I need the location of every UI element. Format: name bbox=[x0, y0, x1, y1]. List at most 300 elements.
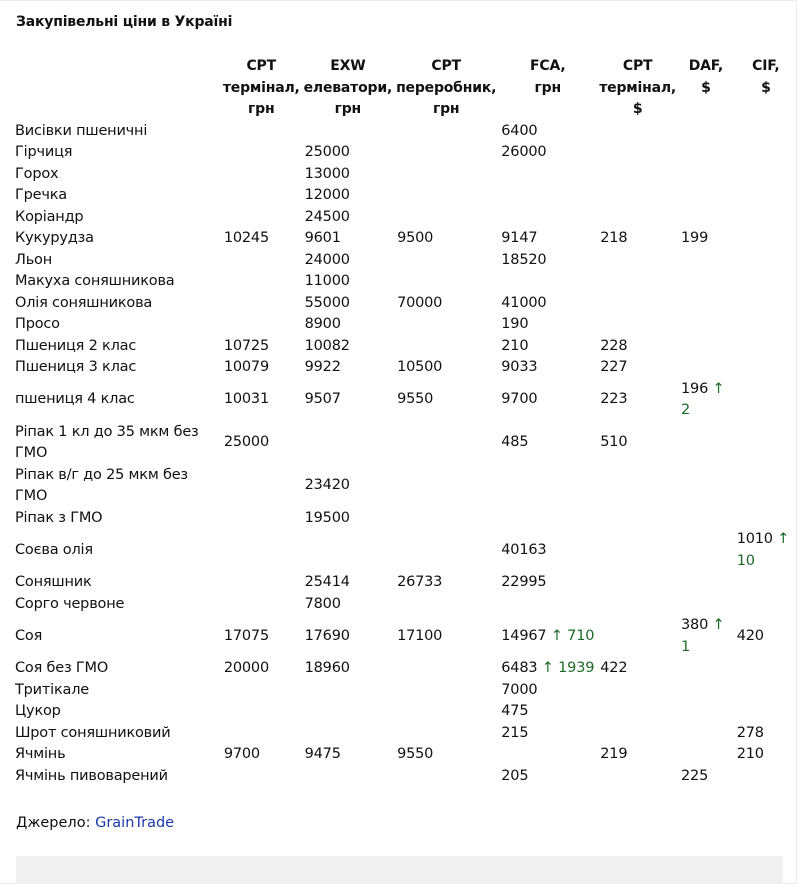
price-cell bbox=[498, 207, 597, 229]
price-cell bbox=[394, 658, 498, 680]
price-change-up: ↑ 710 bbox=[550, 627, 595, 644]
row-name: Соя bbox=[15, 627, 43, 644]
price-cell bbox=[221, 207, 302, 229]
price-cell bbox=[678, 142, 734, 164]
price-value: 41000 bbox=[501, 294, 547, 311]
price-cell bbox=[221, 680, 302, 702]
price-cell bbox=[597, 529, 678, 572]
price-cell bbox=[678, 293, 734, 315]
price-cell bbox=[678, 314, 734, 336]
price-value: 9601 bbox=[304, 230, 341, 246]
table-row bbox=[12, 723, 798, 745]
price-cell bbox=[734, 314, 798, 336]
price-cell bbox=[302, 250, 394, 272]
price-cell bbox=[597, 744, 678, 766]
price-value: 19500 bbox=[304, 509, 350, 526]
price-cell bbox=[394, 701, 498, 723]
price-cell bbox=[734, 680, 798, 702]
price-cell bbox=[498, 228, 597, 250]
price-cell bbox=[498, 142, 597, 164]
price-cell bbox=[678, 336, 734, 358]
price-value: 25414 bbox=[304, 574, 350, 590]
price-value: 70000 bbox=[397, 294, 443, 311]
table-body bbox=[12, 121, 798, 788]
price-cell bbox=[221, 293, 302, 315]
price-cell bbox=[678, 529, 734, 572]
price-cell bbox=[678, 121, 734, 143]
price-cell bbox=[597, 228, 678, 250]
table-row bbox=[12, 680, 798, 702]
price-value: 12000 bbox=[304, 187, 350, 203]
price-cell bbox=[394, 529, 498, 572]
price-value: 18960 bbox=[304, 660, 350, 676]
footer-panel bbox=[16, 856, 783, 884]
price-value: 55000 bbox=[304, 294, 350, 311]
price-cell bbox=[498, 766, 597, 788]
price-cell bbox=[498, 250, 597, 272]
price-value: 20000 bbox=[223, 660, 269, 676]
price-cell bbox=[498, 185, 597, 207]
table-row bbox=[12, 207, 798, 229]
price-value: 40163 bbox=[501, 541, 547, 558]
price-cell bbox=[498, 658, 597, 680]
price-cell bbox=[394, 250, 498, 272]
price-cell bbox=[734, 121, 798, 143]
price-cell bbox=[302, 723, 394, 745]
row-name: Олія соняшникова bbox=[15, 294, 153, 311]
row-name: Макуха соняшникова bbox=[15, 273, 175, 289]
price-cell bbox=[597, 271, 678, 293]
price-cell bbox=[302, 379, 394, 422]
price-value: 227 bbox=[600, 359, 628, 375]
price-cell bbox=[678, 207, 734, 229]
price-cell bbox=[597, 594, 678, 616]
price-cell bbox=[678, 766, 734, 788]
row-name: пшениця 4 клас bbox=[15, 391, 135, 408]
price-value: 14967 bbox=[501, 627, 547, 644]
price-cell bbox=[678, 658, 734, 680]
row-name: Гірчиця bbox=[15, 144, 73, 160]
table-row bbox=[12, 658, 798, 680]
price-cell bbox=[734, 723, 798, 745]
price-cell bbox=[302, 529, 394, 572]
price-value: 9700 bbox=[501, 391, 538, 408]
table-row bbox=[12, 185, 798, 207]
price-cell bbox=[678, 422, 734, 465]
table-row bbox=[12, 357, 798, 379]
price-cell bbox=[394, 594, 498, 616]
price-cell bbox=[302, 508, 394, 530]
price-cell bbox=[498, 293, 597, 315]
price-cell bbox=[597, 142, 678, 164]
price-cell bbox=[394, 680, 498, 702]
price-cell bbox=[221, 465, 302, 508]
price-cell bbox=[734, 207, 798, 229]
price-cell bbox=[734, 142, 798, 164]
price-cell bbox=[597, 422, 678, 465]
price-cell bbox=[302, 121, 394, 143]
price-cell bbox=[678, 185, 734, 207]
price-cell bbox=[597, 357, 678, 379]
table-row bbox=[12, 142, 798, 164]
price-value: 190 bbox=[501, 316, 529, 332]
price-cell bbox=[221, 615, 302, 658]
price-value: 380 bbox=[681, 617, 709, 633]
price-cell bbox=[597, 701, 678, 723]
row-name: Гречка bbox=[15, 187, 67, 203]
price-cell bbox=[221, 228, 302, 250]
price-value: 25000 bbox=[223, 434, 269, 451]
price-value: 10082 bbox=[304, 337, 350, 354]
price-cell bbox=[498, 379, 597, 422]
price-cell bbox=[498, 508, 597, 530]
price-cell bbox=[678, 744, 734, 766]
price-cell bbox=[302, 594, 394, 616]
table-row bbox=[12, 422, 798, 465]
price-cell bbox=[678, 357, 734, 379]
price-cell bbox=[734, 357, 798, 379]
price-cell bbox=[221, 336, 302, 358]
price-cell bbox=[394, 508, 498, 530]
table-row bbox=[12, 744, 798, 766]
price-cell bbox=[498, 701, 597, 723]
price-value: 475 bbox=[501, 703, 529, 719]
row-name: Ячмінь пивоварений bbox=[15, 767, 168, 784]
price-value: 7800 bbox=[304, 595, 341, 612]
price-value: 228 bbox=[600, 337, 628, 354]
column-header-cpt-processor-uah: CPT переробник, грн bbox=[396, 58, 497, 117]
price-cell bbox=[734, 250, 798, 272]
table-row bbox=[12, 572, 798, 594]
price-cell bbox=[734, 422, 798, 465]
price-cell bbox=[734, 508, 798, 530]
price-value: 9147 bbox=[501, 230, 538, 246]
price-value: 10500 bbox=[397, 359, 443, 375]
table-row bbox=[12, 121, 798, 143]
price-value: 215 bbox=[501, 724, 529, 741]
table-row bbox=[12, 615, 798, 658]
row-name: Сорго червоне bbox=[15, 595, 125, 612]
row-name: Соя без ГМО bbox=[15, 660, 109, 676]
price-cell bbox=[597, 766, 678, 788]
price-value: 8900 bbox=[304, 316, 341, 332]
price-cell bbox=[734, 572, 798, 594]
table-row bbox=[12, 508, 798, 530]
table-row bbox=[12, 701, 798, 723]
price-value: 510 bbox=[600, 434, 628, 451]
row-name: Соєва олія bbox=[15, 541, 93, 558]
row-name: Ріпак з ГМО bbox=[15, 509, 103, 526]
price-value: 9475 bbox=[304, 746, 341, 762]
price-cell bbox=[597, 207, 678, 229]
price-cell bbox=[302, 701, 394, 723]
price-cell bbox=[302, 142, 394, 164]
price-cell bbox=[302, 314, 394, 336]
row-name: Висівки пшеничні bbox=[15, 122, 148, 139]
column-header-daf-usd: DAF, $ bbox=[688, 58, 723, 96]
price-cell bbox=[597, 314, 678, 336]
column-header-cpt-terminal-usd: CPT термінал, $ bbox=[599, 58, 677, 117]
price-value: 17075 bbox=[223, 627, 269, 644]
price-value: 23420 bbox=[304, 477, 350, 494]
price-cell bbox=[394, 766, 498, 788]
table-row bbox=[12, 228, 798, 250]
price-cell bbox=[394, 142, 498, 164]
price-cell bbox=[498, 723, 597, 745]
price-cell bbox=[597, 185, 678, 207]
price-cell bbox=[221, 185, 302, 207]
price-cell bbox=[302, 658, 394, 680]
price-cell bbox=[734, 164, 798, 186]
price-cell bbox=[678, 594, 734, 616]
row-name: Пшениця 3 клас bbox=[15, 359, 137, 375]
price-cell bbox=[302, 357, 394, 379]
row-name: Льон bbox=[15, 251, 53, 268]
price-cell bbox=[394, 228, 498, 250]
price-cell bbox=[678, 250, 734, 272]
price-cell bbox=[678, 271, 734, 293]
price-value: 1010 bbox=[736, 531, 773, 547]
price-cell bbox=[498, 164, 597, 186]
price-value: 196 bbox=[681, 380, 709, 397]
price-cell bbox=[302, 572, 394, 594]
price-cell bbox=[597, 164, 678, 186]
price-cell bbox=[597, 658, 678, 680]
price-value: 225 bbox=[681, 767, 709, 784]
price-cell bbox=[394, 465, 498, 508]
price-value: 18520 bbox=[501, 251, 547, 268]
price-cell bbox=[394, 121, 498, 143]
price-cell bbox=[734, 228, 798, 250]
price-cell bbox=[221, 357, 302, 379]
price-cell bbox=[394, 572, 498, 594]
price-value: 205 bbox=[501, 767, 529, 784]
price-value: 13000 bbox=[304, 165, 350, 182]
price-cell bbox=[394, 615, 498, 658]
price-cell bbox=[394, 357, 498, 379]
price-value: 9500 bbox=[397, 230, 434, 246]
table-row bbox=[12, 250, 798, 272]
table-row bbox=[12, 766, 798, 788]
price-cell bbox=[221, 508, 302, 530]
price-cell bbox=[678, 379, 734, 422]
price-cell bbox=[302, 336, 394, 358]
price-value: 6483 bbox=[501, 660, 538, 676]
price-cell bbox=[678, 701, 734, 723]
price-value: 9922 bbox=[304, 359, 341, 375]
price-cell bbox=[394, 293, 498, 315]
price-value: 199 bbox=[681, 230, 709, 246]
price-cell bbox=[678, 572, 734, 594]
price-cell bbox=[498, 271, 597, 293]
price-cell bbox=[498, 680, 597, 702]
price-cell bbox=[221, 572, 302, 594]
price-cell bbox=[734, 529, 798, 572]
column-header-exw-elevator-uah: EXW елеватори, грн bbox=[303, 58, 393, 117]
table-row bbox=[12, 164, 798, 186]
price-value: 485 bbox=[501, 434, 529, 451]
price-cell bbox=[498, 615, 597, 658]
column-header-fca-uah: FCA, грн bbox=[530, 58, 566, 96]
price-cell bbox=[597, 121, 678, 143]
price-cell bbox=[221, 529, 302, 572]
table-row bbox=[12, 271, 798, 293]
price-cell bbox=[678, 723, 734, 745]
price-cell bbox=[221, 701, 302, 723]
price-value: 223 bbox=[600, 391, 628, 408]
price-cell bbox=[678, 465, 734, 508]
column-header-cpt-terminal-uah: CPT термінал, грн bbox=[222, 58, 300, 117]
price-cell bbox=[302, 164, 394, 186]
price-cell bbox=[734, 744, 798, 766]
table-row bbox=[12, 293, 798, 315]
price-cell bbox=[302, 744, 394, 766]
price-cell bbox=[302, 228, 394, 250]
price-cell bbox=[597, 615, 678, 658]
price-cell bbox=[302, 615, 394, 658]
price-cell bbox=[734, 293, 798, 315]
price-value: 9033 bbox=[501, 359, 538, 375]
price-cell bbox=[597, 723, 678, 745]
price-value: 219 bbox=[600, 746, 628, 762]
row-name: Соняшник bbox=[15, 574, 92, 590]
row-name: Ячмінь bbox=[15, 746, 66, 762]
price-cell bbox=[498, 336, 597, 358]
price-cell bbox=[498, 465, 597, 508]
column-header-culture bbox=[12, 52, 221, 121]
price-cell bbox=[221, 271, 302, 293]
price-cell bbox=[394, 207, 498, 229]
price-value: 11000 bbox=[304, 273, 350, 289]
price-change-up: ↑ 1939 bbox=[541, 660, 595, 676]
price-cell bbox=[678, 680, 734, 702]
price-value: 10725 bbox=[223, 337, 269, 354]
price-change-up: ↑ 10 bbox=[736, 531, 790, 569]
price-cell bbox=[498, 594, 597, 616]
price-cell bbox=[734, 658, 798, 680]
price-cell bbox=[597, 572, 678, 594]
price-cell bbox=[302, 422, 394, 465]
price-cell bbox=[302, 680, 394, 702]
price-value: 7000 bbox=[501, 681, 538, 698]
price-cell bbox=[597, 508, 678, 530]
price-cell bbox=[734, 185, 798, 207]
price-cell bbox=[597, 293, 678, 315]
table-row bbox=[12, 594, 798, 616]
price-cell bbox=[221, 121, 302, 143]
price-cell bbox=[394, 744, 498, 766]
price-cell bbox=[302, 185, 394, 207]
price-cell bbox=[498, 572, 597, 594]
price-value: 420 bbox=[736, 627, 764, 644]
price-cell bbox=[394, 185, 498, 207]
price-cell bbox=[302, 207, 394, 229]
row-name: Цукор bbox=[15, 703, 61, 719]
price-cell bbox=[498, 422, 597, 465]
price-value: 17690 bbox=[304, 627, 350, 644]
price-cell bbox=[734, 336, 798, 358]
price-value: 9550 bbox=[397, 391, 434, 408]
price-value: 26733 bbox=[397, 574, 443, 590]
price-cell bbox=[302, 766, 394, 788]
price-cell bbox=[678, 164, 734, 186]
price-cell bbox=[394, 271, 498, 293]
price-value: 9550 bbox=[397, 746, 434, 762]
row-name: Пшениця 2 клас bbox=[15, 337, 137, 354]
table-row bbox=[12, 465, 798, 508]
price-value: 422 bbox=[600, 660, 628, 676]
price-cell bbox=[678, 508, 734, 530]
price-cell bbox=[221, 594, 302, 616]
table-header-row bbox=[12, 52, 798, 121]
source-link[interactable]: GrainTrade bbox=[95, 815, 175, 831]
price-change-up: ↑ 2 bbox=[681, 380, 725, 418]
price-cell bbox=[302, 271, 394, 293]
table-row bbox=[12, 529, 798, 572]
price-cell bbox=[221, 314, 302, 336]
price-cell bbox=[221, 142, 302, 164]
price-change-up: ↑ 1 bbox=[681, 617, 725, 655]
price-cell bbox=[498, 744, 597, 766]
row-name: Горох bbox=[15, 165, 59, 182]
price-cell bbox=[498, 314, 597, 336]
price-cell bbox=[221, 766, 302, 788]
price-value: 24500 bbox=[304, 208, 350, 225]
page-title: Закупівельні ціни в Україні bbox=[16, 14, 233, 30]
price-value: 210 bbox=[736, 746, 764, 762]
price-cell bbox=[394, 422, 498, 465]
price-cell bbox=[734, 615, 798, 658]
price-cell bbox=[498, 357, 597, 379]
price-cell bbox=[498, 121, 597, 143]
price-value: 10031 bbox=[223, 391, 269, 408]
price-cell bbox=[221, 658, 302, 680]
price-value: 10079 bbox=[223, 359, 269, 375]
price-cell bbox=[734, 594, 798, 616]
price-cell bbox=[221, 250, 302, 272]
price-value: 9700 bbox=[223, 746, 260, 762]
price-cell bbox=[734, 766, 798, 788]
price-value: 24000 bbox=[304, 251, 350, 268]
row-name: Просо bbox=[15, 316, 60, 332]
source-line bbox=[16, 815, 174, 831]
row-name: Ріпак 1 кл до 35 мкм без ГМО bbox=[15, 423, 199, 461]
price-cell bbox=[498, 529, 597, 572]
price-cell bbox=[734, 271, 798, 293]
row-name: Коріандр bbox=[15, 208, 84, 225]
prices-table bbox=[12, 52, 798, 787]
price-cell bbox=[302, 293, 394, 315]
price-cell bbox=[597, 336, 678, 358]
price-value: 210 bbox=[501, 337, 529, 354]
price-value: 9507 bbox=[304, 391, 341, 408]
price-cell bbox=[221, 422, 302, 465]
price-value: 10245 bbox=[223, 230, 269, 246]
row-name: Шрот соняшниковий bbox=[15, 724, 171, 741]
price-cell bbox=[734, 465, 798, 508]
price-cell bbox=[221, 744, 302, 766]
column-header-cif-usd: CIF, $ bbox=[752, 58, 780, 96]
table-row bbox=[12, 379, 798, 422]
row-name: Ріпак в/г до 25 мкм без ГМО bbox=[15, 466, 188, 504]
price-cell bbox=[597, 680, 678, 702]
price-value: 6400 bbox=[501, 122, 538, 139]
price-value: 278 bbox=[736, 724, 764, 741]
price-cell bbox=[394, 336, 498, 358]
price-cell bbox=[597, 250, 678, 272]
price-cell bbox=[394, 314, 498, 336]
row-name: Тритікале bbox=[15, 681, 89, 698]
